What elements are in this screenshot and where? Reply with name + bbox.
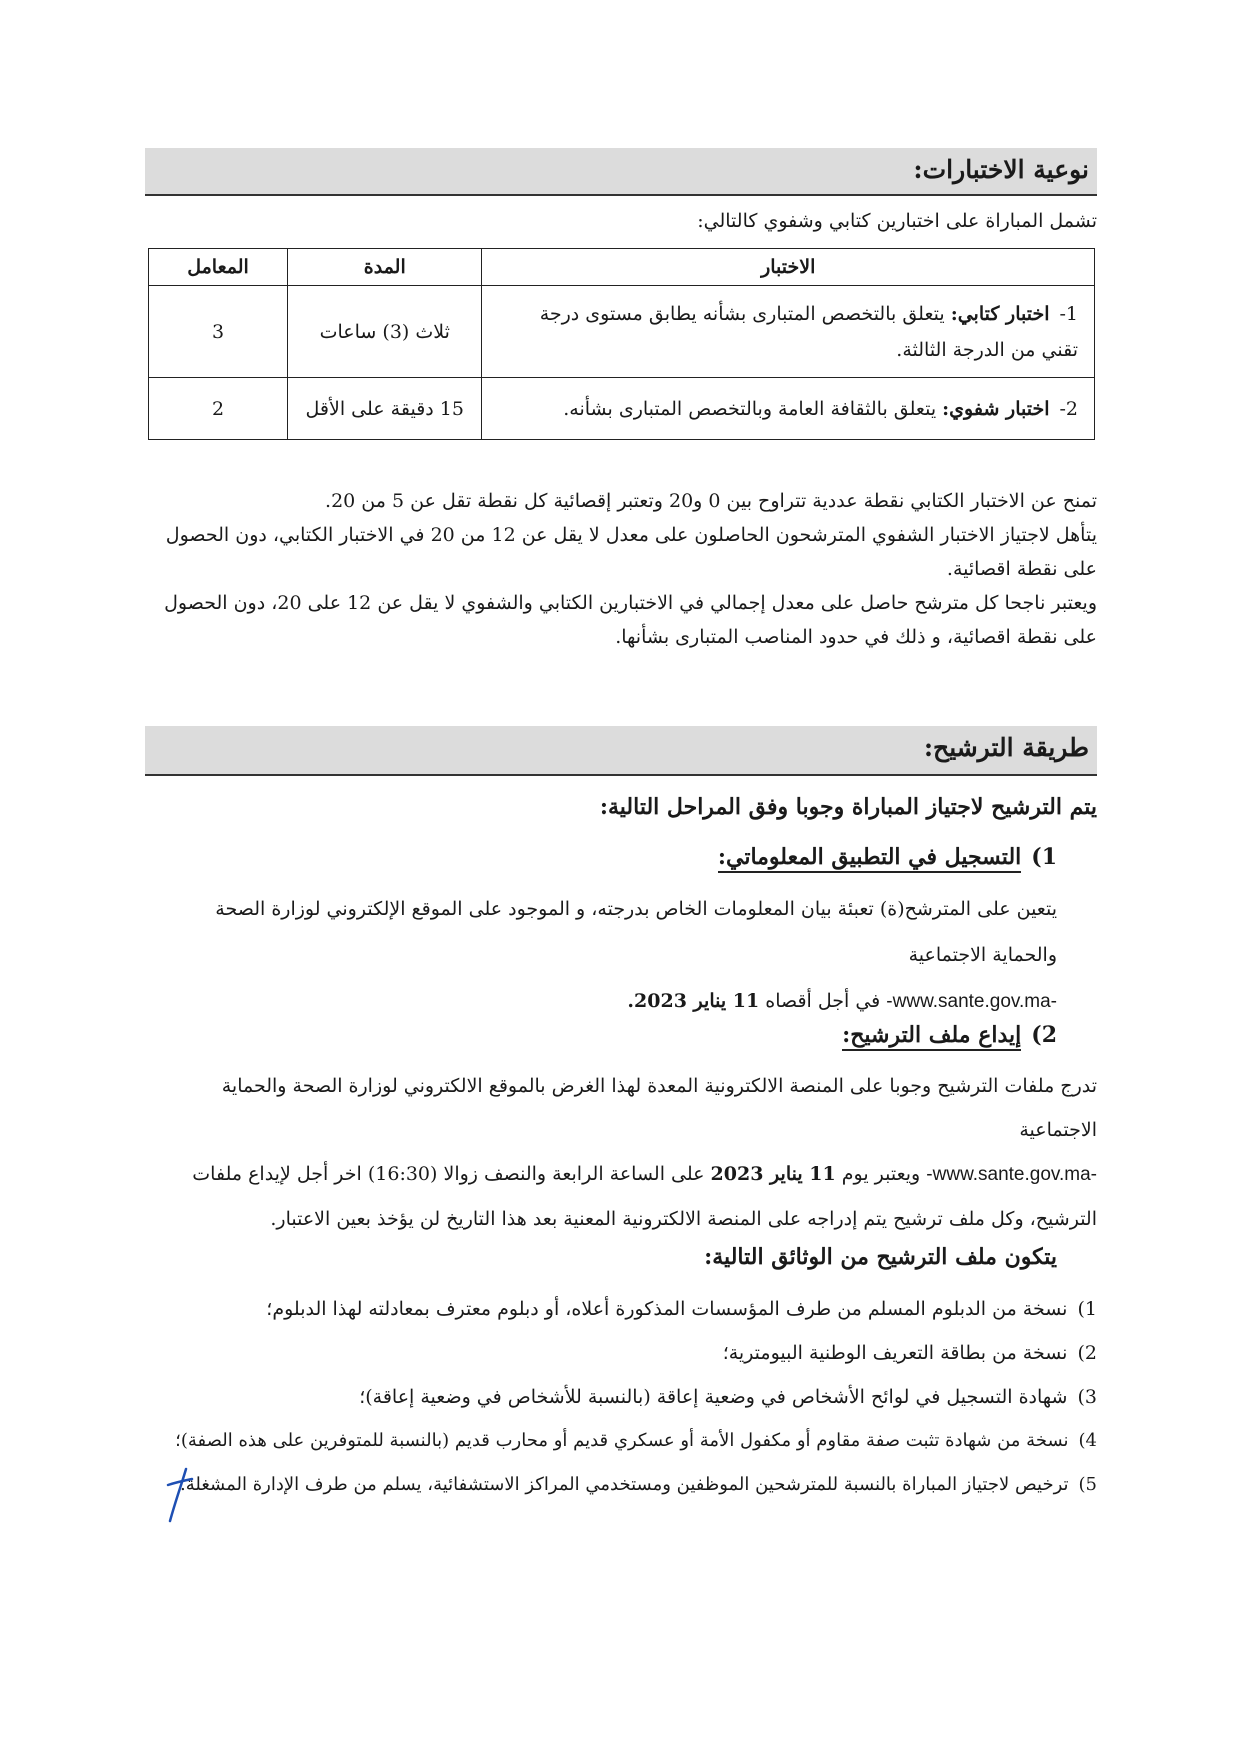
application-subtitle: يتم الترشيح لاجتياز المباراة وجوبا وفق المراحل التالية: — [599, 794, 1097, 820]
header-test: الاختبار — [482, 249, 1095, 286]
row1-coef: 3 — [149, 286, 288, 378]
pen-mark-icon — [160, 1465, 200, 1525]
row2-coef: 2 — [149, 378, 288, 440]
list-item: 5)ترخيص لاجتياز المباراة بالنسبة للمترشحين الموظفين ومستخدمي المراكز الاستشفائية، يسلم من طرف الإدارة المشغلة. — [180, 1474, 1097, 1495]
row1-duration: ثلاث (3) ساعات — [288, 286, 482, 378]
row2-duration: 15 دقيقة على الأقل — [288, 378, 482, 440]
step2-heading: 2)إيداع ملف الترشيح: — [842, 1022, 1057, 1048]
list-item: 3)شهادة التسجيل في لوائح الأشخاص في وضعية إعاقة (بالنسبة للأشخاص في وضعية إعاقة)؛ — [359, 1386, 1097, 1408]
tests-table — [148, 248, 1095, 440]
step1-text: يتعين على المترشح(ة) تعبئة بيان المعلومات الخاص بدرجته، و الموجود على الموقع الإلكتروني لوزارة الصحة والحماية الاجتماعية -www.sante.gov.ma- في أجل أقصاه 11 يناير 2023. — [215, 898, 1057, 1012]
section-title-tests: نوعية الاختبارات: — [145, 148, 1097, 196]
header-duration: المدة — [288, 249, 482, 286]
table-row — [149, 378, 1095, 440]
row2-description: 2-اختبار شفوي: يتعلق بالثقافة العامة وبالتخصص المتبارى بشأنه. — [482, 378, 1095, 440]
documents-heading: يتكون ملف الترشيح من الوثائق التالية: — [704, 1244, 1057, 1270]
tests-intro: تشمل المباراة على اختبارين كتابي وشفوي كالتالي: — [697, 210, 1097, 232]
header-coef: المعامل — [149, 249, 288, 286]
list-item: 2)نسخة من بطاقة التعريف الوطنية البيومترية؛ — [722, 1342, 1097, 1364]
table-header-row — [149, 249, 1095, 286]
list-item: 4)نسخة من شهادة تثبت صفة مقاوم أو مكفول الأمة أو عسكري قديم أو محارب قديم (بالنسبة للمتوفرين على هذه الصفة)؛ — [175, 1430, 1097, 1451]
paragraph-scoring: تمنح عن الاختبار الكتابي نقطة عددية تتراوح بين 0 و20 وتعتبر إقصائية كل نقطة تقل عن 5 من 20. يتأهل لاجتياز الاختبار الشفوي المترشحون الحاصلون على معدل لا يقل عن 12 من 20 في الاختبار الكتابي، دون الحصول على نقطة اقصائية. ويعتبر ناجحا كل مترشح حاصل على معدل إجمالي في الاختبارين الكتابي والشفوي لا يقل عن 12 على 20، دون الحصول على نقطة اقصائية، و ذلك في حدود المناصب المتبارى بشأنها. — [164, 490, 1097, 648]
section-title-application: طريقة الترشيح: — [145, 726, 1097, 776]
table-row — [149, 286, 1095, 378]
row1-description: 1-اختبار كتابي: يتعلق بالتخصص المتبارى بشأنه يطابق مستوى درجة تقني من الدرجة الثالثة. — [482, 286, 1095, 378]
step2-text: تدرج ملفات الترشيح وجوبا على المنصة الالكترونية المعدة لهذا الغرض بالموقع الالكتروني لوزارة الصحة والحماية الاجتماعية -www.sante.gov.ma- ويعتبر يوم 11 يناير 2023 على الساعة الرابعة والنصف زوالا (16:30) اخر أجل لإيداع ملفات الترشيح، وكل ملف ترشيح يتم إدراجه على المنصة الالكترونية المعنية بعد هذا التاريخ لن يؤخذ بعين الاعتبار. — [192, 1075, 1097, 1230]
step1-heading: 1)التسجيل في التطبيق المعلوماتي: — [718, 844, 1057, 870]
list-item: 1)نسخة من الدبلوم المسلم من طرف المؤسسات المذكورة أعلاه، أو دبلوم معترف بمعادلته لهذا الدبلوم؛ — [266, 1298, 1097, 1320]
